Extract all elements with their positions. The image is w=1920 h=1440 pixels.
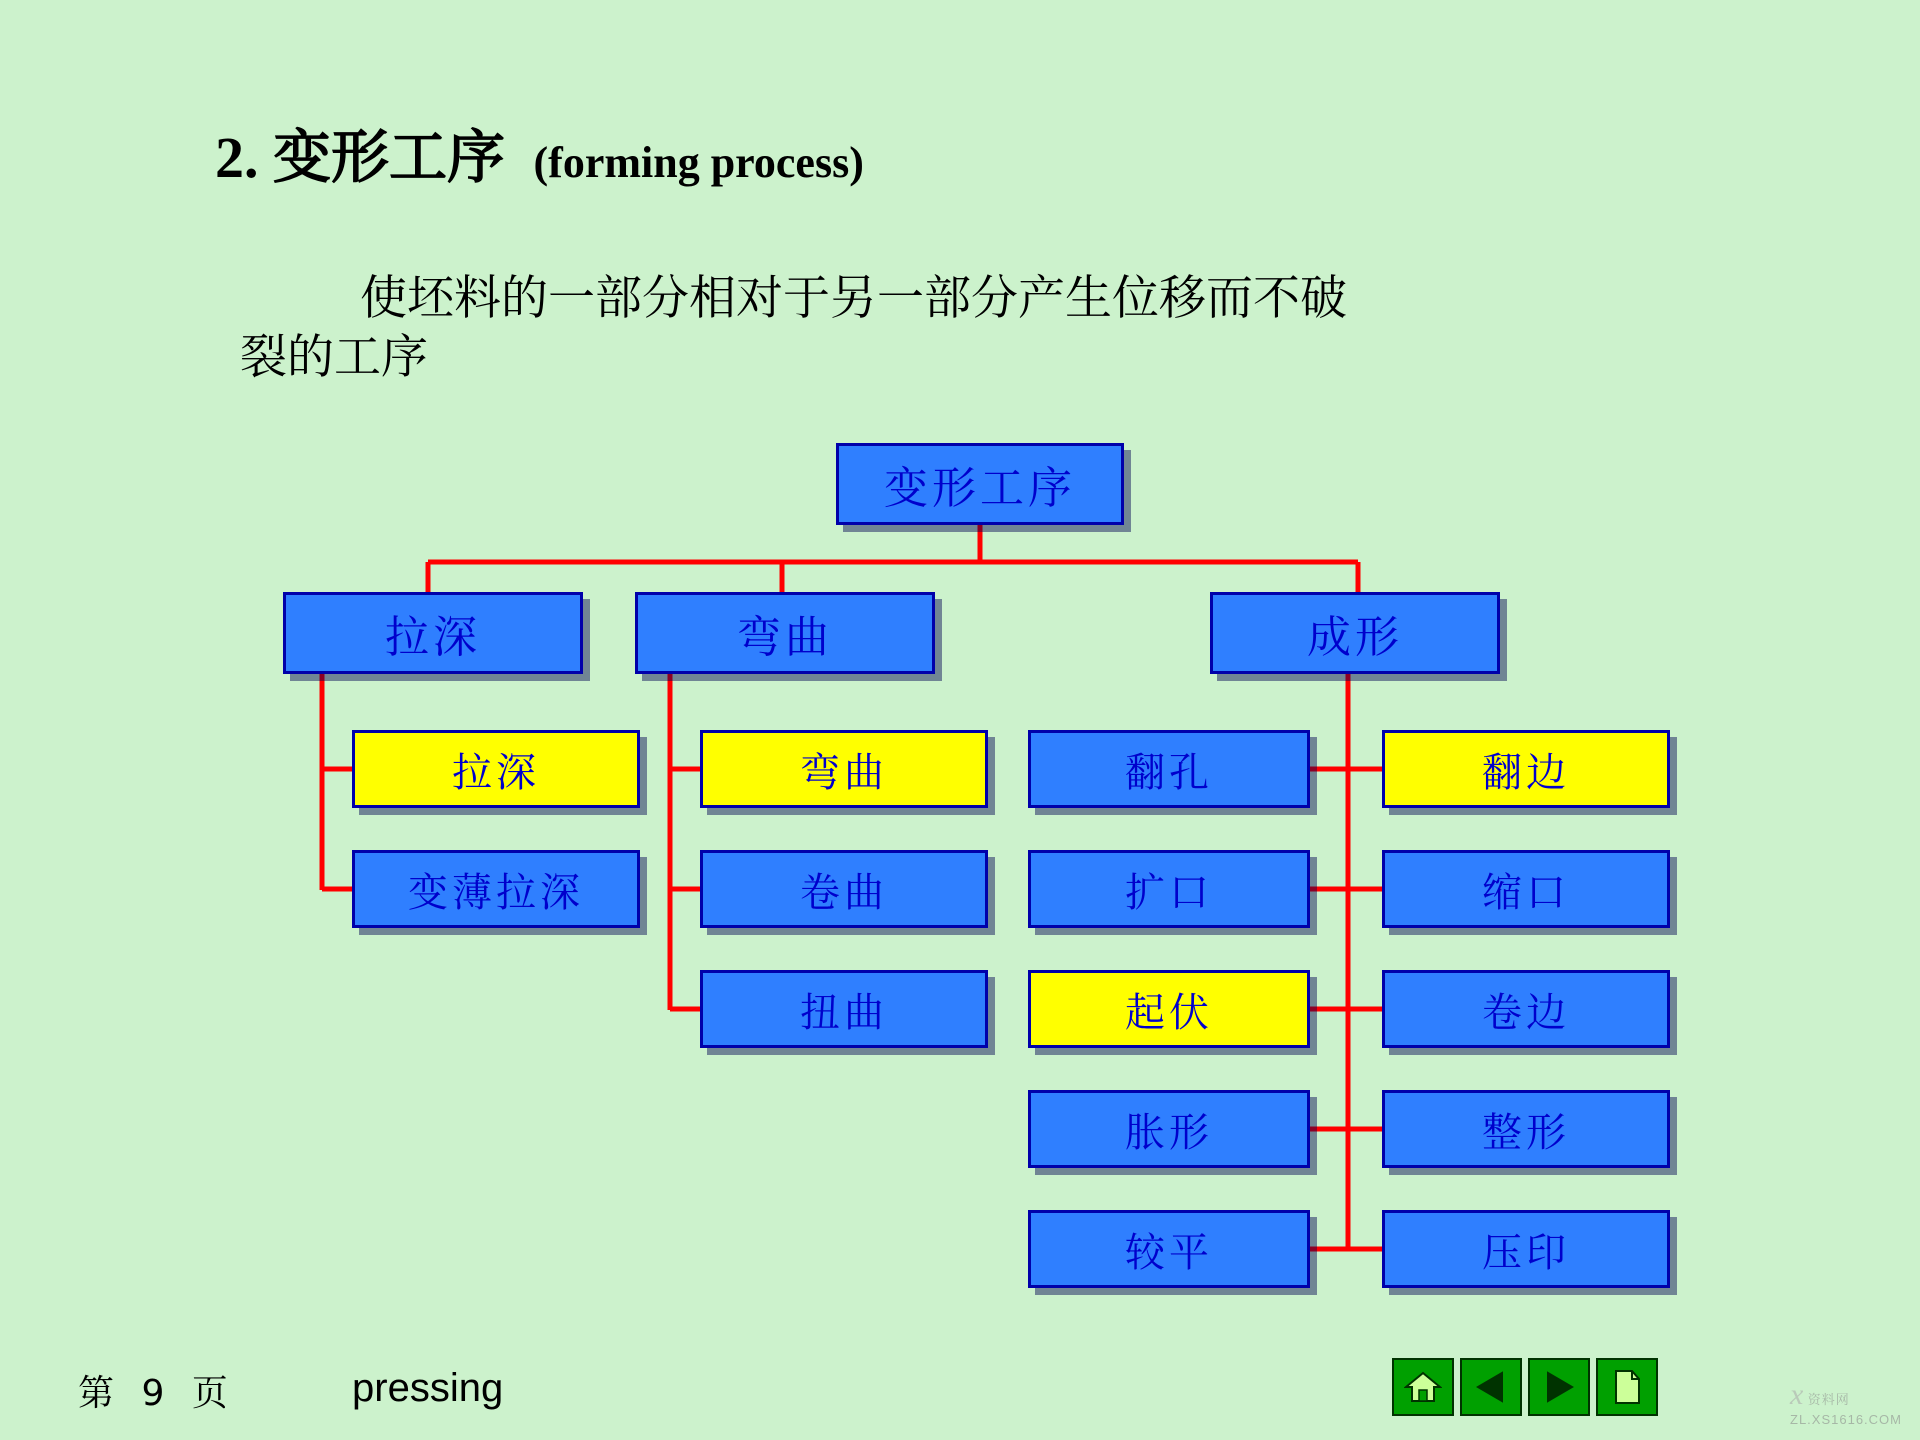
node-label: 变形工序 xyxy=(884,463,1076,514)
node-label: 较平 xyxy=(1125,1229,1213,1276)
node-chengxing-left-4[interactable] xyxy=(1028,1090,1310,1168)
node-chengxing-left-5[interactable] xyxy=(1028,1210,1310,1288)
page-icon xyxy=(1610,1369,1644,1405)
body-line-2: 裂的工序 xyxy=(240,329,428,385)
node-label: 扭曲 xyxy=(800,989,888,1036)
page-indicator xyxy=(78,1365,244,1416)
page-number: 9 xyxy=(141,1373,165,1414)
page-button[interactable] xyxy=(1596,1358,1658,1416)
node-label: 拉深 xyxy=(452,749,540,796)
node-lashen-2[interactable] xyxy=(352,850,640,928)
node-label: 成形 xyxy=(1307,612,1403,663)
node-label: 拉深 xyxy=(385,612,481,663)
next-button[interactable] xyxy=(1528,1358,1590,1416)
node-chengxing-left-2[interactable] xyxy=(1028,850,1310,928)
node-label: 卷边 xyxy=(1482,989,1570,1036)
watermark-mark: x xyxy=(1790,1378,1804,1411)
node-chengxing-group[interactable] xyxy=(1210,592,1500,674)
node-label: 起伏 xyxy=(1125,989,1213,1036)
node-label: 整形 xyxy=(1482,1109,1570,1156)
next-icon xyxy=(1540,1370,1578,1404)
node-chengxing-right-4[interactable] xyxy=(1382,1090,1670,1168)
node-label: 变薄拉深 xyxy=(408,869,584,916)
node-label: 缩口 xyxy=(1482,869,1570,916)
watermark-url: ZL.XS1616.COM xyxy=(1790,1412,1902,1427)
previous-button[interactable] xyxy=(1460,1358,1522,1416)
watermark-text: 资料网 xyxy=(1807,1392,1850,1407)
node-lashen-group[interactable] xyxy=(283,592,583,674)
home-button[interactable] xyxy=(1392,1358,1454,1416)
node-label: 扩口 xyxy=(1125,869,1213,916)
footer-label: pressing xyxy=(352,1366,504,1410)
node-wanqu-group[interactable] xyxy=(635,592,935,674)
node-label: 弯曲 xyxy=(737,612,833,663)
node-chengxing-right-2[interactable] xyxy=(1382,850,1670,928)
node-wanqu-3[interactable] xyxy=(700,970,988,1048)
node-chengxing-right-5[interactable] xyxy=(1382,1210,1670,1288)
navigation-bar xyxy=(1392,1358,1658,1416)
node-label: 卷曲 xyxy=(800,869,888,916)
watermark xyxy=(1790,1378,1900,1426)
node-chengxing-left-3[interactable] xyxy=(1028,970,1310,1048)
previous-icon xyxy=(1472,1370,1510,1404)
node-label: 压印 xyxy=(1482,1229,1570,1276)
page-suffix: 页 xyxy=(191,1373,228,1414)
node-wanqu-2[interactable] xyxy=(700,850,988,928)
node-label: 弯曲 xyxy=(800,749,888,796)
title-chinese: 变形工序 xyxy=(273,123,506,191)
node-chengxing-right-1[interactable] xyxy=(1382,730,1670,808)
node-chengxing-right-3[interactable] xyxy=(1382,970,1670,1048)
home-icon xyxy=(1404,1370,1442,1404)
page-prefix: 第 xyxy=(78,1373,115,1414)
node-label: 翻孔 xyxy=(1125,749,1213,796)
node-label: 胀形 xyxy=(1125,1109,1213,1156)
title-number: 2. xyxy=(215,125,259,190)
node-wanqu-1[interactable] xyxy=(700,730,988,808)
node-label: 翻边 xyxy=(1482,749,1570,796)
title-english: (forming process) xyxy=(533,138,864,187)
node-root[interactable] xyxy=(836,443,1124,525)
body-line-1: 使坯料的一部分相对于另一部分产生位移而不破 xyxy=(360,271,1347,326)
node-chengxing-left-1[interactable] xyxy=(1028,730,1310,808)
node-lashen-1[interactable] xyxy=(352,730,640,808)
